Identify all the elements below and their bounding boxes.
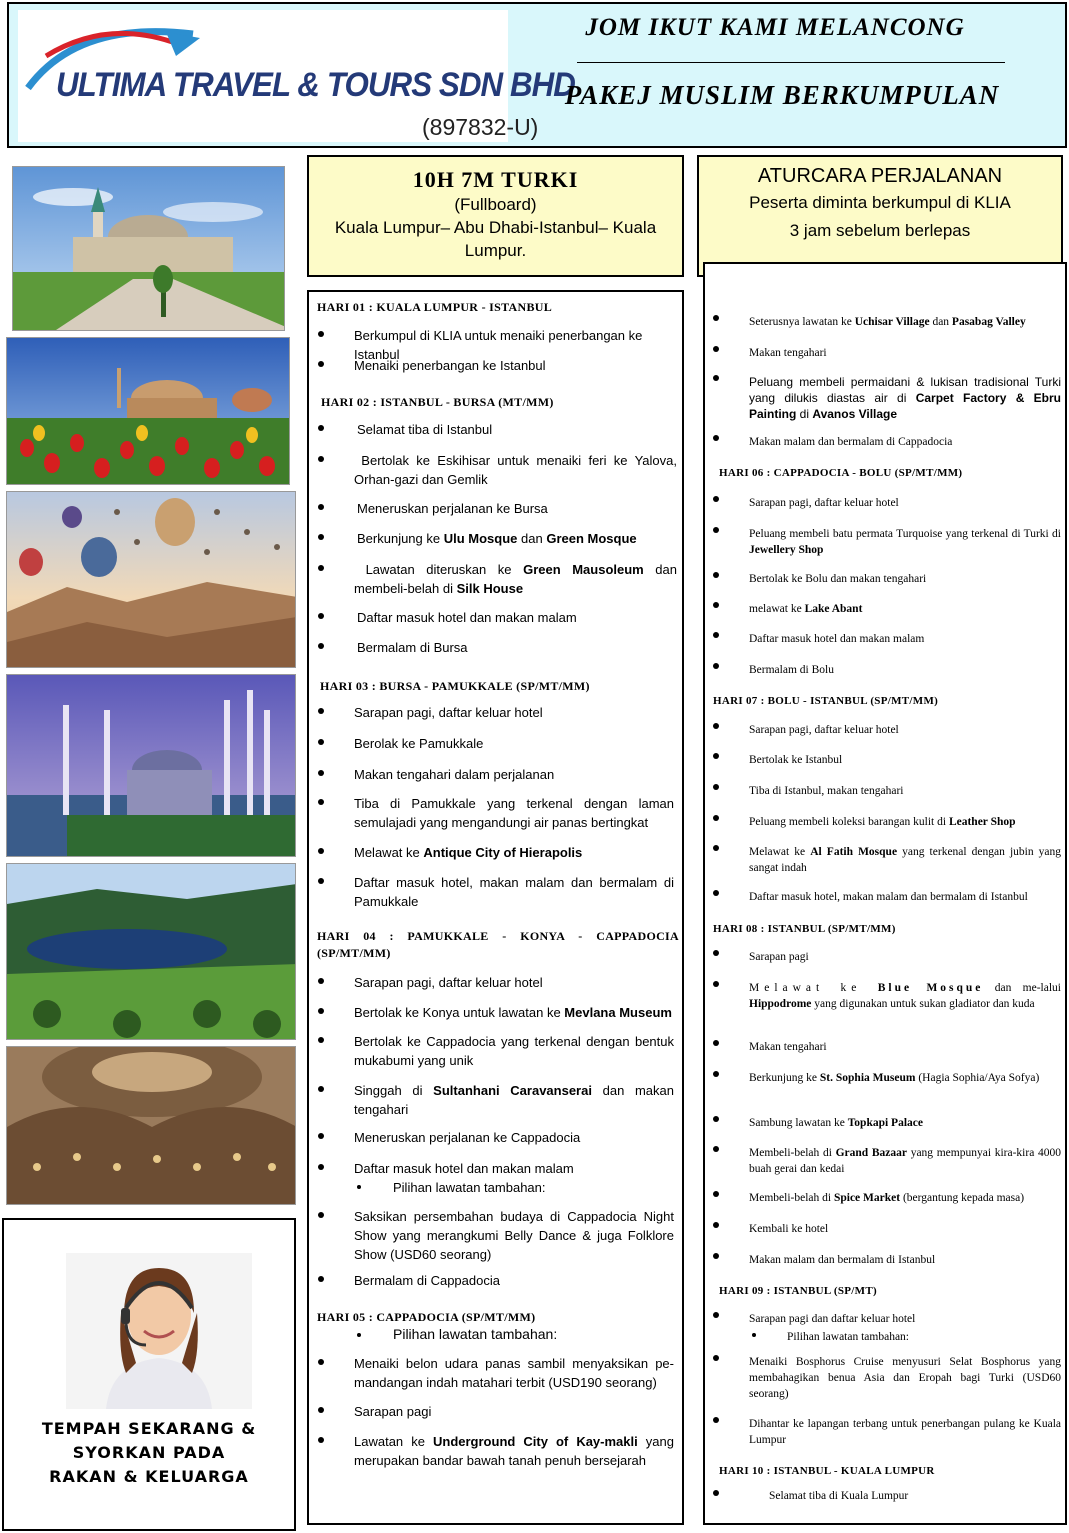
- header-banner: [7, 2, 1067, 148]
- list-item: Melawat ke Al Fatih Mosque yang terkenal dengan jubin yang sangat indah: [749, 846, 1062, 874]
- list-item: Pilihan lawatan tambahan:: [787, 1331, 909, 1343]
- list-item: Dihantar ke lapangan terbang untuk penerbangan pulang ke Kuala Lumpur: [749, 1418, 1061, 1446]
- list-item: Daftar masuk hotel dan makan malam: [357, 610, 577, 625]
- day-heading: HARI 03 : BURSA - PAMUKKALE (SP/MT/MM): [320, 679, 590, 693]
- list-item: Melawat ke Antique City of Hierapolis: [354, 845, 583, 860]
- list-item: Makan malam dan bermalam di Cappadocia: [749, 436, 953, 448]
- package-route: Kuala Lumpur– Abu Dhabi-Istanbul– Kuala Lumpur.: [334, 218, 657, 260]
- schedule-note: 3 jam sebelum berlepas: [789, 221, 971, 240]
- list-item: Melawat ke Blue Mosque dan me-lalui Hippodrome yang digunakan untuk sukan gladiator dan kuda: [749, 982, 1061, 1010]
- booking-cta-text: [4, 1417, 294, 1489]
- list-item: Berkumpul di KLIA untuk menaiki penerbangan ke Istanbul: [354, 328, 643, 362]
- list-item: Sarapan pagi, daftar keluar hotel: [749, 497, 899, 509]
- list-item: Makan tengahari dalam perjalanan: [354, 767, 555, 782]
- company-logo: [18, 10, 575, 142]
- day-heading: HARI 05 : CAPPADOCIA (SP/MT/MM): [317, 1310, 536, 1324]
- list-item: Selamat tiba di Kuala Lumpur: [769, 1490, 909, 1502]
- day-heading: HARI 01 : KUALA LUMPUR - ISTANBUL: [317, 300, 553, 314]
- list-item: Peluang membeli batu permata Turquoise yang terkenal di Turki di Jewellery Shop: [749, 528, 1061, 556]
- package-title: 10H 7M TURKI: [412, 167, 579, 192]
- call-centre-agent-photo: [66, 1253, 252, 1409]
- list-item: Makan tengahari: [749, 1041, 827, 1053]
- list-item: Daftar masuk hotel, makan malam dan bermalam di Istanbul: [749, 891, 1028, 903]
- list-item: Menaiki penerbangan ke Istanbul: [354, 358, 546, 373]
- list-item: Bertolak ke Konya untuk lawatan ke Mevlana Museum: [354, 1005, 672, 1020]
- list-item: Sarapan pagi: [354, 1404, 432, 1419]
- list-item: Lawatan ke Underground City of Kay-makli yang merupakan bandar bawah tanah penuh bersejarah: [354, 1434, 674, 1468]
- mevlana-museum-photo: [12, 166, 285, 331]
- list-item: Berkunjung ke St. Sophia Museum (Hagia Sophia/Aya Sofya): [749, 1072, 1040, 1084]
- list-item: Sarapan pagi dan daftar keluar hotel: [749, 1313, 916, 1325]
- cappadocia-balloons-photo: [6, 491, 296, 668]
- list-item: Meneruskan perjalanan ke Cappadocia: [354, 1130, 581, 1145]
- itinerary-column-right: [703, 262, 1067, 1525]
- list-item: Lawatan diteruskan ke Green Mausoleum dan membeli-belah di Silk House: [354, 562, 677, 596]
- lake-abant-photo: [6, 863, 296, 1040]
- schedule-note: Peserta diminta berkumpul di KLIA: [749, 193, 1011, 212]
- list-item: Peluang membeli koleksi barangan kulit di Leather Shop: [749, 816, 1016, 828]
- itinerary-column-left: [307, 290, 684, 1525]
- list-item: Berkunjung ke Ulu Mosque dan Green Mosque: [357, 531, 637, 546]
- list-item: Sarapan pagi, daftar keluar hotel: [354, 975, 543, 990]
- list-item: Membeli-belah di Grand Bazaar yang mempunyai kira-kira 4000 buah gerai dan kedai: [749, 1147, 1061, 1175]
- schedule-info-box: [697, 155, 1063, 277]
- blue-mosque-photo: [6, 674, 296, 857]
- booking-line: RAKAN & KELUARGA: [49, 1467, 249, 1486]
- schedule-title: ATURCARA PERJALANAN: [757, 165, 1003, 187]
- package-board-type: (Fullboard): [454, 195, 537, 214]
- list-item: Sarapan pagi: [749, 951, 809, 963]
- booking-callout: [2, 1218, 296, 1531]
- list-item: Bermalam di Bursa: [357, 640, 468, 655]
- package-type-title: PAKEJ MUSLIM BERKUMPULAN: [564, 80, 1000, 110]
- list-item: Bertolak ke Bolu dan makan tengahari: [749, 573, 927, 585]
- slogan-title: JOM IKUT KAMI MELANCONG: [585, 14, 965, 41]
- list-item: Meneruskan perjalanan ke Bursa: [357, 501, 548, 516]
- list-item: Bermalam di Bolu: [749, 664, 834, 676]
- day-heading: HARI 06 : CAPPADOCIA - BOLU (SP/MT/MM): [719, 467, 963, 479]
- list-item: Daftar masuk hotel dan makan malam: [354, 1161, 574, 1176]
- day-heading: HARI 10 : ISTANBUL - KUALA LUMPUR: [719, 1465, 935, 1477]
- day-heading: HARI 08 : ISTANBUL (SP/MT/MM): [713, 923, 896, 935]
- list-item: Makan malam dan bermalam di Istanbul: [749, 1254, 936, 1266]
- company-name: ULTIMA TRAVEL & TOURS SDN BHD: [56, 66, 575, 104]
- day-heading: HARI 02 : ISTANBUL - BURSA (MT/MM): [321, 395, 554, 409]
- company-reg-number: (897832-U): [422, 114, 539, 140]
- list-item: Makan tengahari: [749, 347, 827, 359]
- divider: [577, 62, 1005, 63]
- list-item: Bertolak ke Istanbul: [749, 754, 843, 766]
- list-item: Kembali ke hotel: [749, 1223, 829, 1235]
- list-item: Bermalam di Cappadocia: [354, 1273, 500, 1288]
- booking-line: SYORKAN PADA: [72, 1443, 226, 1462]
- list-item: Tiba di Pamukkale yang terkenal dengan laman semulajadi yang mengandungi air panas bertingkat: [354, 796, 674, 830]
- list-item: Menaiki belon udara panas sambil menyaksikan pe-mandangan indah matahari terbit (USD190 seorang): [354, 1356, 674, 1390]
- list-item: Tiba di Istanbul, makan tengahari: [749, 785, 904, 797]
- list-item: Bertolak ke Cappadocia yang terkenal dengan bentuk mukabumi yang unik: [354, 1034, 674, 1068]
- list-item: Singgah di Sultanhani Caravanserai dan makan tengahari: [354, 1083, 674, 1117]
- package-info-box: [307, 155, 684, 277]
- booking-line: TEMPAH SEKARANG &: [41, 1419, 257, 1438]
- list-item: Sarapan pagi, daftar keluar hotel: [354, 705, 543, 720]
- day-heading: HARI 09 : ISTANBUL (SP/MT): [719, 1285, 877, 1297]
- hagia-sophia-tulips-photo: [6, 337, 290, 485]
- list-item: Sambung lawatan ke Topkapi Palace: [749, 1117, 923, 1129]
- list-item: Saksikan persembahan budaya di Cappadocia Night Show yang merangkumi Belly Dance & juga Folklore Show (USD60 seorang): [354, 1209, 674, 1262]
- list-item: Daftar masuk hotel, makan malam dan bermalam di Pamukkale: [354, 875, 674, 909]
- list-item: Membeli-belah di Spice Market (bergantung kepada masa): [749, 1192, 1025, 1204]
- mosque-interior-photo: [6, 1046, 296, 1205]
- list-item: Pilihan lawatan tambahan:: [393, 1180, 546, 1195]
- list-item: Daftar masuk hotel dan makan malam: [749, 633, 925, 645]
- list-item: Berolak ke Pamukkale: [354, 736, 484, 751]
- list-item: Pilihan lawatan tambahan:: [393, 1326, 558, 1342]
- list-item: Bertolak ke Eskihisar untuk menaiki feri ke Yalova, Orhan-gazi dan Gemlik: [354, 453, 677, 487]
- list-item: Sarapan pagi, daftar keluar hotel: [749, 724, 899, 736]
- day-heading: HARI 07 : BOLU - ISTANBUL (SP/MT/MM): [713, 695, 939, 707]
- list-item: Seterusnya lawatan ke Uchisar Village dan Pasabag Valley: [749, 316, 1026, 328]
- list-item: melawat ke Lake Abant: [749, 603, 863, 615]
- day-heading: HARI 04 : PAMUKKALE - KONYA - CAPPADOCIA (SP/MT/MM): [317, 929, 679, 960]
- list-item: Menaiki Bosphorus Cruise menyusuri Selat Bosphorus yang membahagikan benua Asia dan Eropah bagi Turki (USD60 seorang): [749, 1356, 1061, 1400]
- list-item: Selamat tiba di Istanbul: [357, 422, 493, 437]
- list-item: Peluang membeli permaidani & lukisan tradisional Turki yang dilukis diastas air di Carpet Factory & Ebru Painting di Avanos Village: [749, 375, 1062, 421]
